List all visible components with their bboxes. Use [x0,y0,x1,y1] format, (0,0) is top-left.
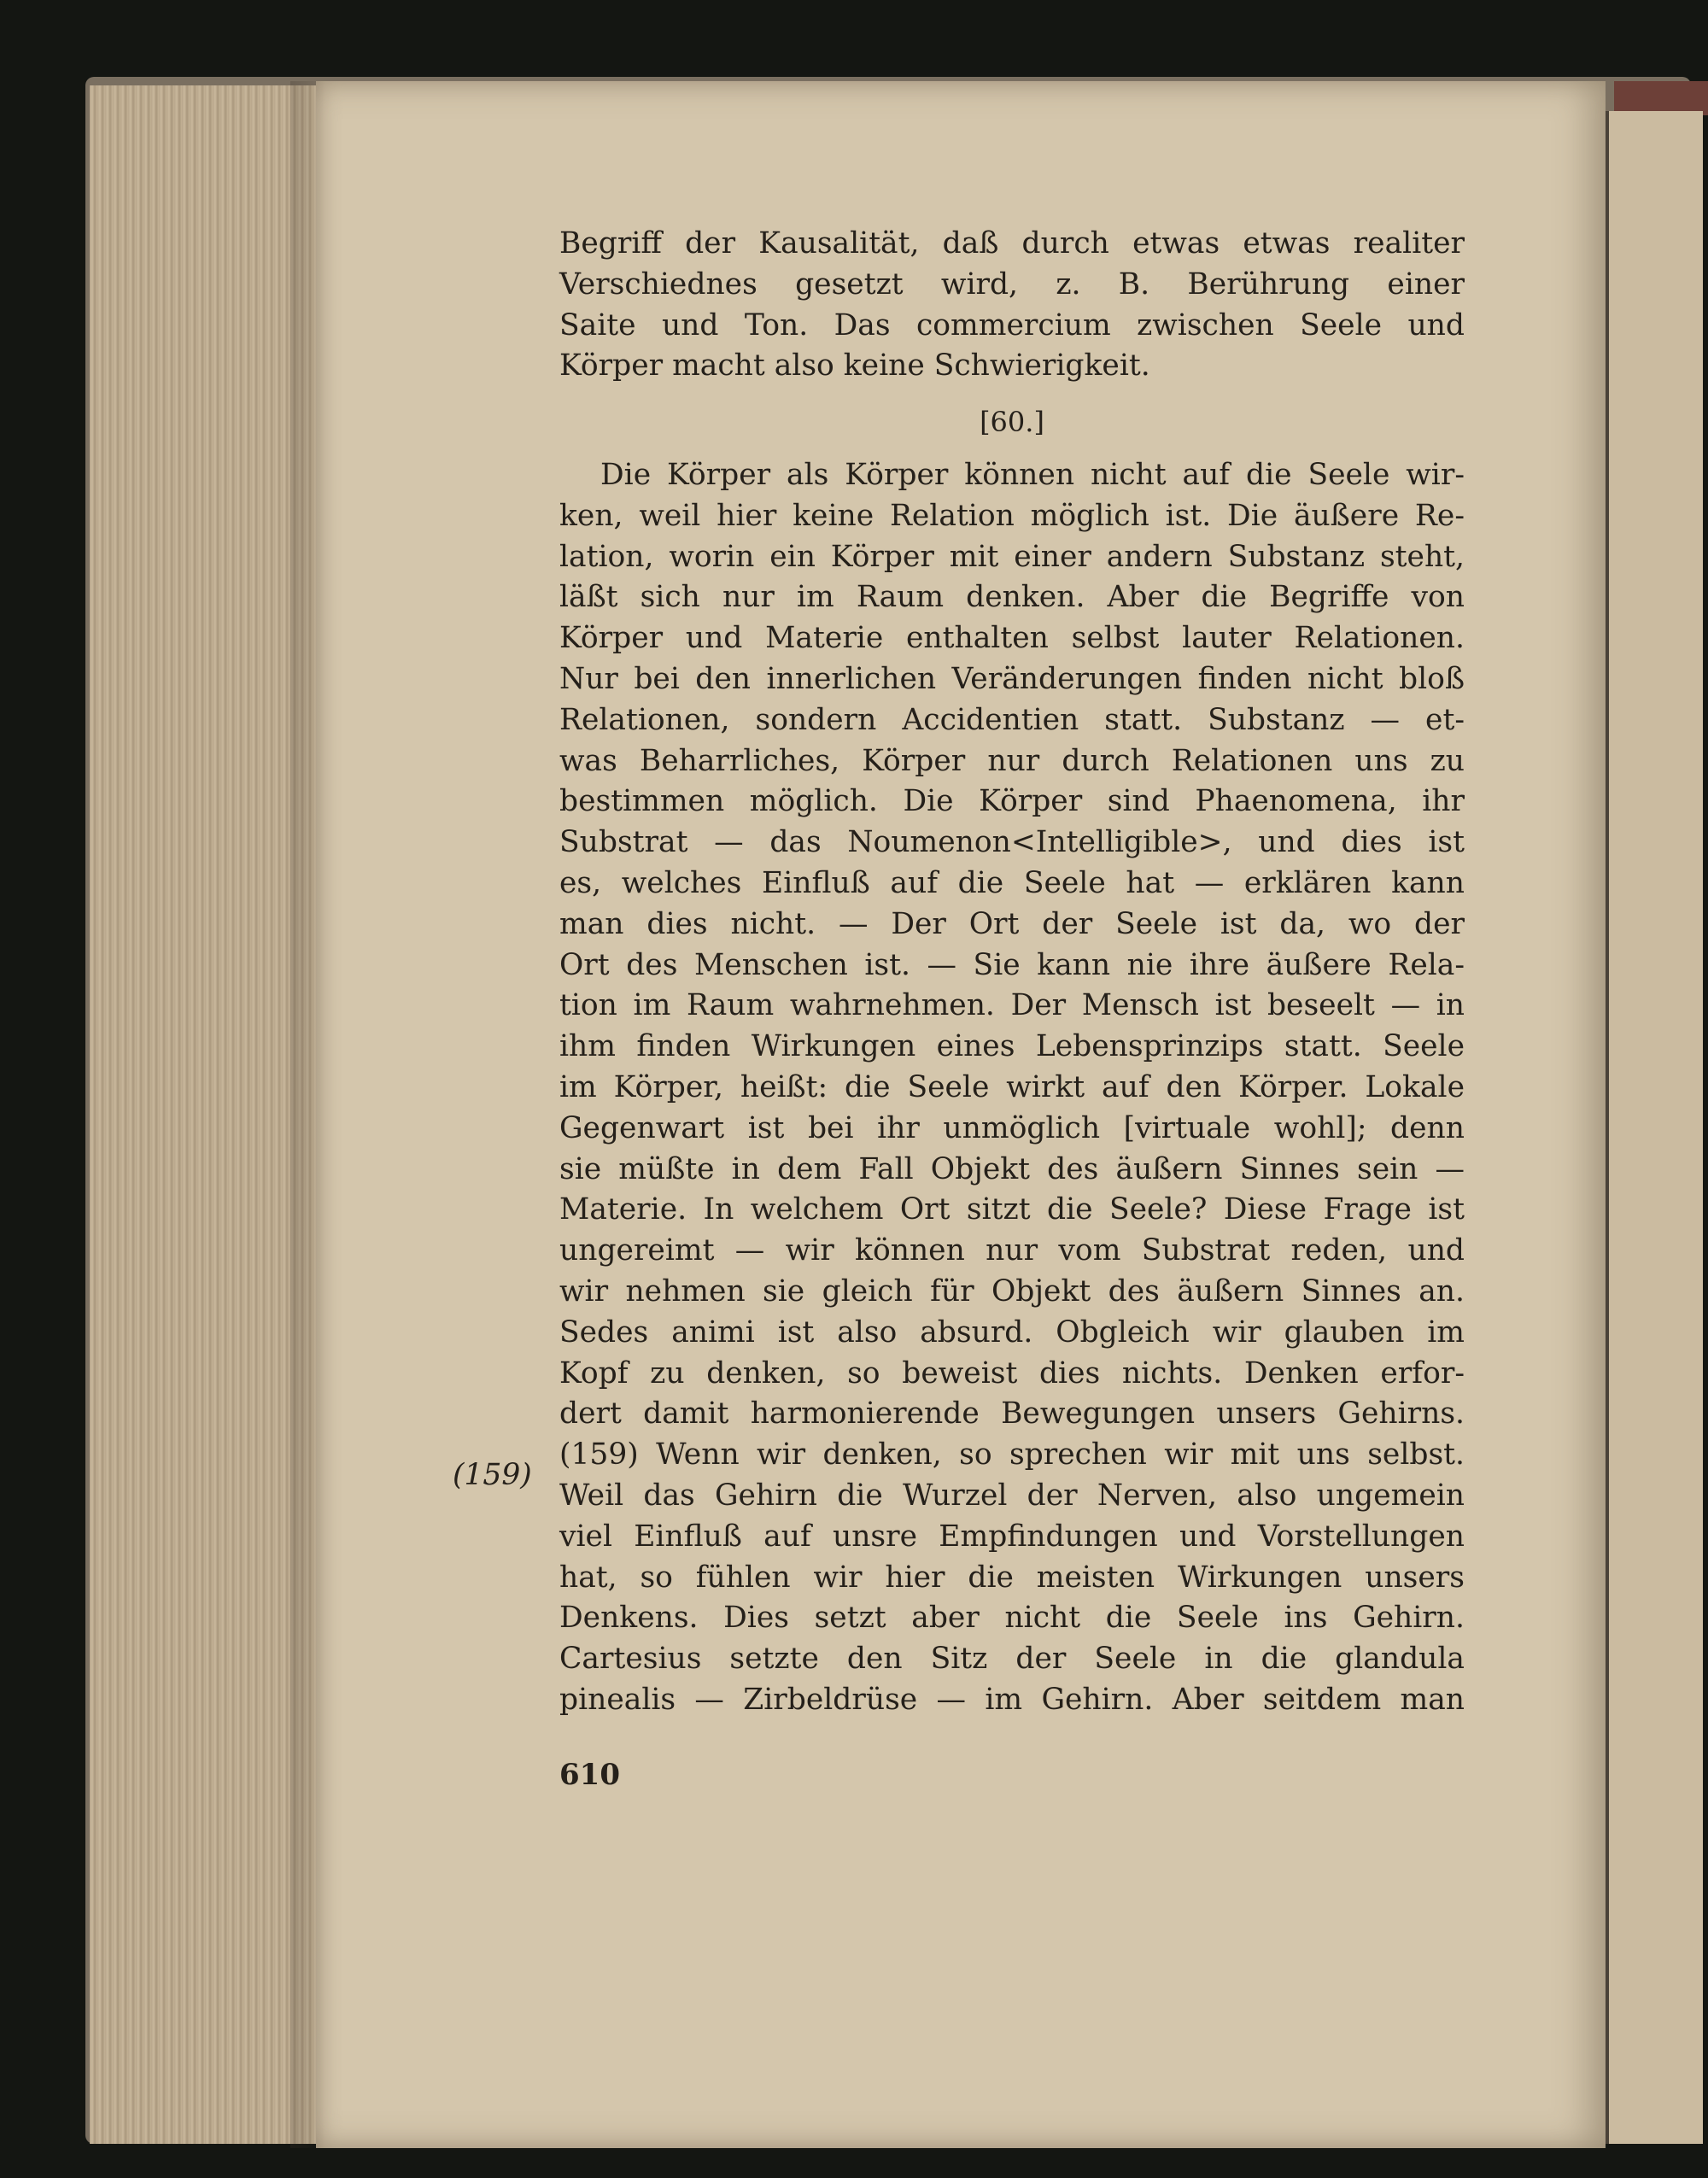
text-line: (159) Wenn wir denken, so sprechen wir mit uns selbst. [559,1437,1465,1472]
text-line: läßt sich nur im Raum denken. Aber die Begriffe von [559,580,1465,615]
text-line: Saite und Ton. Das commercium zwischen Seele und [559,307,1465,343]
text-line: Ort des Menschen ist. — Sie kann nie ihre äußere Rela- [559,947,1465,982]
text-line: man dies nicht. — Der Ort der Seele ist da, wo der [559,906,1465,941]
right-page-edge [1606,111,1703,2144]
text-line: Cartesius setzte den Sitz der Seele in die glandula [559,1642,1465,1677]
text-line: wir nehmen sie gleich für Objekt des äußern Sinnes an. [559,1273,1465,1309]
text-line: ungereimt — wir können nur vom Substrat reden, und [559,1233,1465,1268]
text-line: es, welches Einfluß auf die Seele hat — erklären kann [559,865,1465,900]
text-line: Sedes animi ist also absurd. Obgleich wir glauben im [559,1314,1465,1350]
page-gutter-shadow [290,81,325,2148]
text-line: pinealis — Zirbeldrüse — im Gehirn. Aber seitdem man [559,1682,1465,1717]
page-number: 610 [559,1758,620,1792]
text-line: was Beharrliches, Körper nur durch Relationen uns zu [559,743,1465,778]
text-line: dert damit harmonierende Bewegungen unsers Gehirns. [559,1396,1465,1432]
book-spine-strip [1614,81,1708,115]
text-line: Körper macht also keine Schwierigkeit. [559,348,1150,383]
text-line: Nur bei den innerlichen Veränderungen finden nicht bloß [559,661,1465,696]
text-line: ken, weil hier keine Relation möglich ist. Die äußere Re- [559,498,1465,533]
text-line: Die Körper als Körper können nicht auf die Seele wir- [600,457,1465,492]
text-line: Materie. In welchem Ort sitzt die Seele? Diese Frage ist [559,1192,1465,1227]
text-line: Begriff der Kausalität, daß durch etwas etwas realiter [559,226,1465,261]
text-line: Denkens. Dies setzt aber nicht die Seele ins Gehirn. [559,1601,1465,1636]
page-stack-edge [90,85,320,2144]
margin-page-reference: (159) [453,1458,532,1492]
text-line: Körper und Materie enthalten selbst lauter Relationen. [559,621,1465,656]
text-line: Kopf zu denken, so beweist dies nichts. Denken erfor- [559,1355,1465,1391]
text-line: im Körper, heißt: die Seele wirkt auf den Körper. Lokale [559,1069,1465,1104]
text-line: ihm finden Wirkungen eines Lebensprinzips statt. Seele [559,1029,1465,1064]
text-line: Gegenwart ist bei ihr unmöglich [virtuale wohl]; denn [559,1110,1465,1145]
section-marker: [60.] [980,406,1044,439]
text-line: lation, worin ein Körper mit einer andern Substanz steht, [559,539,1465,574]
text-line: hat, so fühlen wir hier die meisten Wirkungen unsers [559,1560,1465,1595]
body-text [559,224,1465,1721]
text-line: Relationen, sondern Accidentien statt. Substanz — et- [559,702,1465,737]
text-line: Verschiednes gesetzt wird, z. B. Berührung einer [559,266,1465,302]
text-line: Substrat — das Noumenon<Intelligible>, und dies ist [559,825,1465,860]
text-line: viel Einfluß auf unsre Empfindungen und Vorstellungen [559,1519,1465,1554]
text-line: bestimmen möglich. Die Körper sind Phaenomena, ihr [559,784,1465,819]
text-line: sie müßte in dem Fall Objekt des äußern Sinnes sein — [559,1151,1465,1186]
text-line: Weil das Gehirn die Wurzel der Nerven, also ungemein [559,1478,1465,1513]
text-line: tion im Raum wahrnehmen. Der Mensch ist beseelt — in [559,988,1465,1023]
